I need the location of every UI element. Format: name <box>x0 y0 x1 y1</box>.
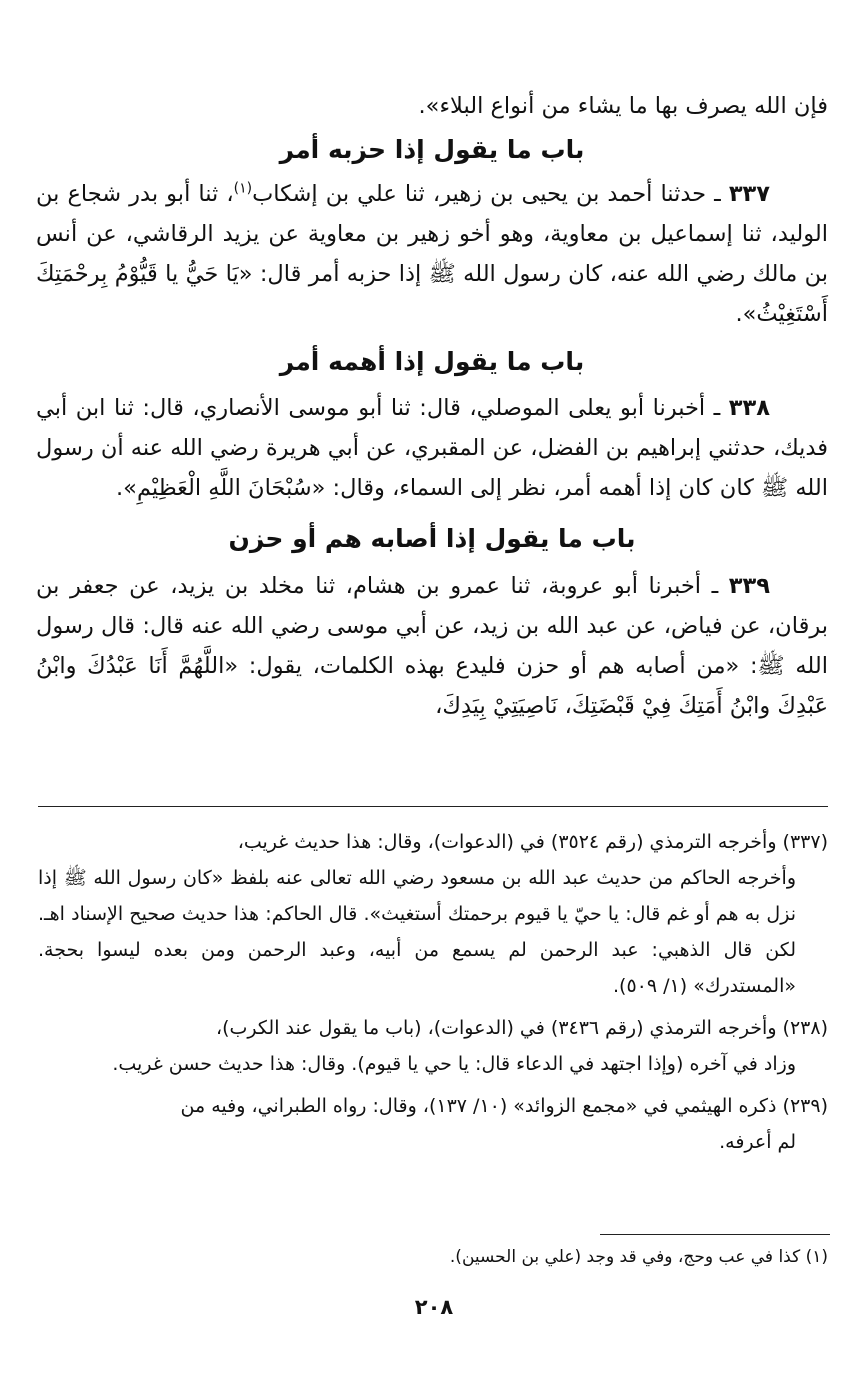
footnote-divider <box>600 1234 830 1235</box>
chapter-heading-337: باب ما يقول إذا حزبه أمر <box>279 135 585 164</box>
editor-notes <box>38 824 828 1166</box>
footnote: (١) كذا في عب وحج، وفي قد وجد (علي بن الحسين). <box>449 1247 828 1267</box>
hadith-number: ٣٣٩ <box>728 573 770 599</box>
hadith-text: ـ أخبرنا أبو يعلى الموصلي، قال: ثنا أبو موسى الأنصاري، قال: ثنا ابن أبي فديك، حدثني إبراهيم بن الفضل، عن المقبري، عن أبي هريرة رضي الله عنه أن رسول الله ﷺ كان كان إذا أهمه أمر، نظر إلى السماء، وقال: «سُبْحَانَ اللَّهِ الْعَظِيْمِ». <box>36 395 828 501</box>
note-continuation: لم أعرفه. <box>719 1131 796 1153</box>
hadith-337 <box>36 174 828 334</box>
note-337 <box>38 824 828 1004</box>
hadith-338 <box>36 388 828 508</box>
main-text <box>36 86 828 726</box>
footnote-ref: (١) <box>233 180 253 197</box>
hadith-339 <box>36 566 828 726</box>
hadith-text: ـ أخبرنا أبو عروبة، ثنا عمرو بن هشام، ثنا مخلد بن يزيد، عن جعفر بن برقان، عن فياض، عن عبد الله بن زيد، عن أبي موسى رضي الله عنه قال: قال رسول الله ﷺ: «من أصابه هم أو حزن فليدع بهذه الكلمات، يقول: «اللَّهُمَّ أَنَا عَبْدُكَ وابْنُ عَبْدِكَ وابْنُ أَمَتِكَ فِيْ قَبْضَتِكَ، نَاصِيَتِيْ بِيَدِكَ، <box>36 573 828 719</box>
hadith-text-part: ـ حدثنا أحمد بن يحيى بن زهير، ثنا علي بن إشكاب <box>252 181 721 207</box>
note-first-line: (٢٣٨) وأخرجه الترمذي (رقم ٣٤٣٦) في (الدعوات)، (باب ما يقول عند الكرب)، <box>216 1017 828 1039</box>
chapter-heading-339: باب ما يقول إذا أصابه هم أو حزن <box>228 524 636 553</box>
note-continuation: وزاد في آخره (وإذا اجتهد في الدعاء قال: يا حي يا قيوم). وقال: هذا حديث حسن غريب. <box>112 1053 796 1075</box>
hadith-number: ٣٣٨ <box>728 395 770 421</box>
notes-divider <box>38 806 828 807</box>
note-339 <box>38 1088 828 1160</box>
note-first-line: (٢٣٩) ذكره الهيثمي في «مجمع الزوائد» (١٠/ ١٣٧)، وقال: رواه الطبراني، وفيه من <box>180 1095 828 1117</box>
note-first-line: (٣٣٧) وأخرجه الترمذي (رقم ٣٥٢٤) في (الدعوات)، وقال: هذا حديث غريب، <box>237 831 828 853</box>
hadith-text-part: ، ثنا أبو بدر شجاع بن الوليد، ثنا إسماعيل بن معاوية، وهو أخو زهير بن معاوية عن يزيد الرقاشي، عن أنس بن مالك رضي الله عنه، كان رسول الله ﷺ إذا حزبه أمر قال: «يَا حَيُّ يا قَيُّوْمُ بِرحْمَتِكَ أَسْتَغِيْثُ». <box>36 181 828 327</box>
note-338 <box>38 1010 828 1082</box>
hadith-number: ٣٣٧ <box>728 181 771 207</box>
page-number: ٢٠٨ <box>414 1295 454 1319</box>
opening-line: فإن الله يصرف بها ما يشاء من أنواع البلاء». <box>418 93 828 119</box>
chapter-heading-338: باب ما يقول إذا أهمه أمر <box>279 347 585 376</box>
note-continuation: وأخرجه الحاكم من حديث عبد الله بن مسعود رضي الله تعالى عنه بلفظ «كان رسول الله ﷺ إذا نزل به هم أو غم قال: يا حيّ يا قيوم برحمتك أستغيث». قال الحاكم: هذا حديث صحيح الإسناد اهـ. لكن قال الذهبي: عبد الرحمن لم يسمع من أبيه، وعبد الرحمن ومن بعده ليسوا بحجة. «المستدرك» (١/ ٥٠٩). <box>38 867 796 997</box>
